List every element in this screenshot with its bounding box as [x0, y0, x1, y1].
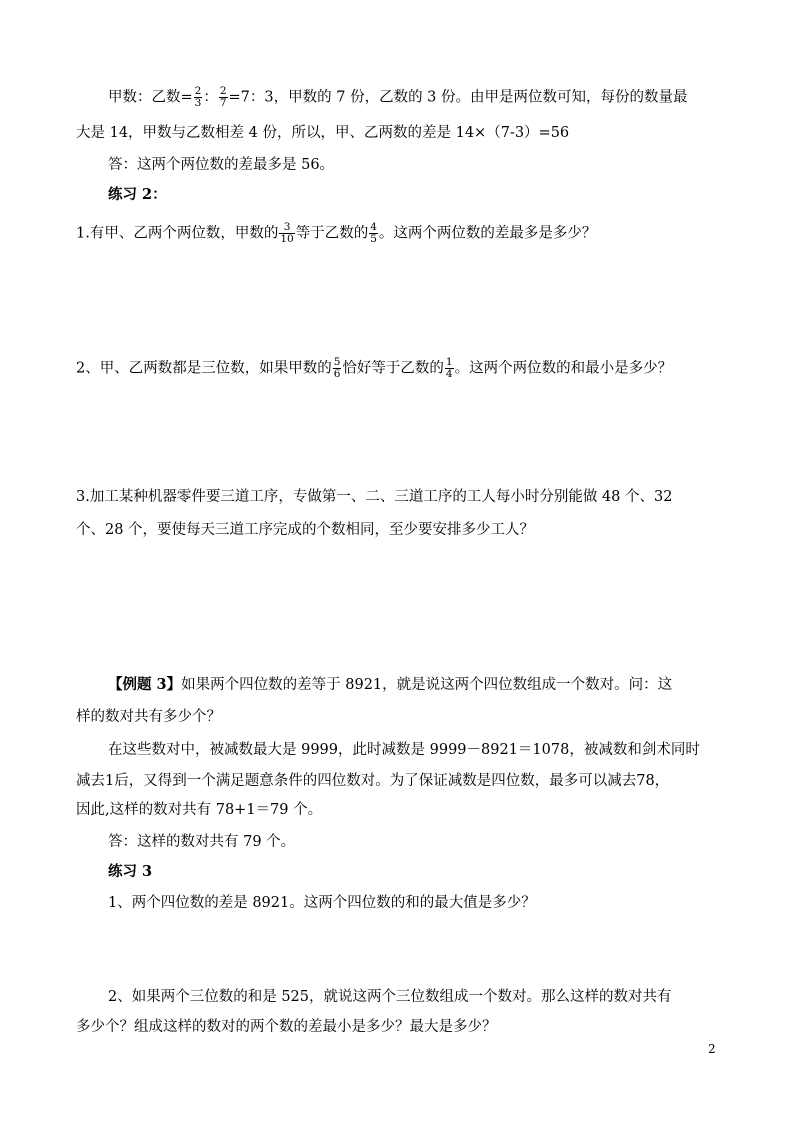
- exercise-2-question-3-continued: 个、28 个，要使每天三道工序完成的个数相同，至少要安排多少工人？: [76, 522, 535, 538]
- exercise-2-question-1: 1.有甲、乙两个两位数，甲数的 $\frac{3}{10}$ 等于乙数的 $\frac{4}{5}$ 。这两个两位数的差最多是多少？: [76, 221, 597, 245]
- exercise-2-question-3: 3.加工某种机器零件要三道工序，专做第一、二、三道工序的工人每小时分别能做 48 个、32: [76, 489, 673, 505]
- example-3-solution-2: 减去1后，又得到一个满足题意条件的四位数对。为了保证减数是四位数，最多可以减去78，: [76, 773, 670, 789]
- exercise-3-heading: 练习 3: [108, 863, 153, 880]
- solution-continued: 大是 14，甲数与乙数相差 4 份，所以，甲、乙两数的差是 14×（7-3）=56: [76, 125, 570, 141]
- exercise-2-question-2: 2、甲、乙两数都是三位数，如果甲数的 $\frac{5}{6}$ 恰好等于乙数的 $\frac{1}{4}$ 。这两个两位数的和最小是多少？: [76, 356, 673, 380]
- example-3-answer: 答：这样的数对共有 79 个。: [108, 834, 296, 850]
- page-number: 2: [708, 1042, 716, 1056]
- exercise-3-question-2: 2、如果两个三位数的和是 525，就说这两个三位数组成一个数对。那么这样的数对共有: [108, 989, 672, 1005]
- fraction-2-7: $\frac{2}{7}$: [219, 85, 227, 109]
- example-3-label: 【例题 3】: [108, 676, 182, 693]
- fraction-4-5: $\frac{4}{5}$: [370, 221, 377, 245]
- solution-ratio-line: 甲数：乙数= $\frac{2}{3}$ ： $\frac{2}{7}$ =7：3，甲数的 7 份，乙数的 3 份。由甲是两位数可知，每份的数量最: [108, 85, 688, 109]
- answer-line: 答：这两个两位数的差最多是 56。: [108, 157, 335, 173]
- example-3-continued: 样的数对共有多少个？: [76, 709, 221, 725]
- example-3-solution-3: 因此,这样的数对共有 78+1＝79 个。: [76, 802, 323, 818]
- exercise-2-heading: 练习 2：: [108, 186, 167, 203]
- example-3-line: 【例题 3】如果两个四位数的差等于 8921，就是说这两个四位数组成一个数对。问：这: [108, 676, 673, 693]
- fraction-5-6: $\frac{5}{6}$: [333, 356, 341, 380]
- exercise-3-question-2-continued: 多少个？组成这样的数对的两个数的差最小是多少？最大是多少？: [76, 1019, 497, 1035]
- example-3-solution-1: 在这些数对中，被减数最大是 9999，此时减数是 9999－8921＝1078，被减数和剑术同时: [108, 742, 700, 758]
- fraction-3-10: $\frac{3}{10}$: [280, 221, 294, 245]
- fraction-2-3: $\frac{2}{3}$: [194, 85, 202, 109]
- exercise-3-question-1: 1、两个四位数的差是 8921。这两个四位数的和的最大值是多少？: [108, 895, 536, 911]
- fraction-1-4: $\frac{1}{4}$: [445, 356, 453, 380]
